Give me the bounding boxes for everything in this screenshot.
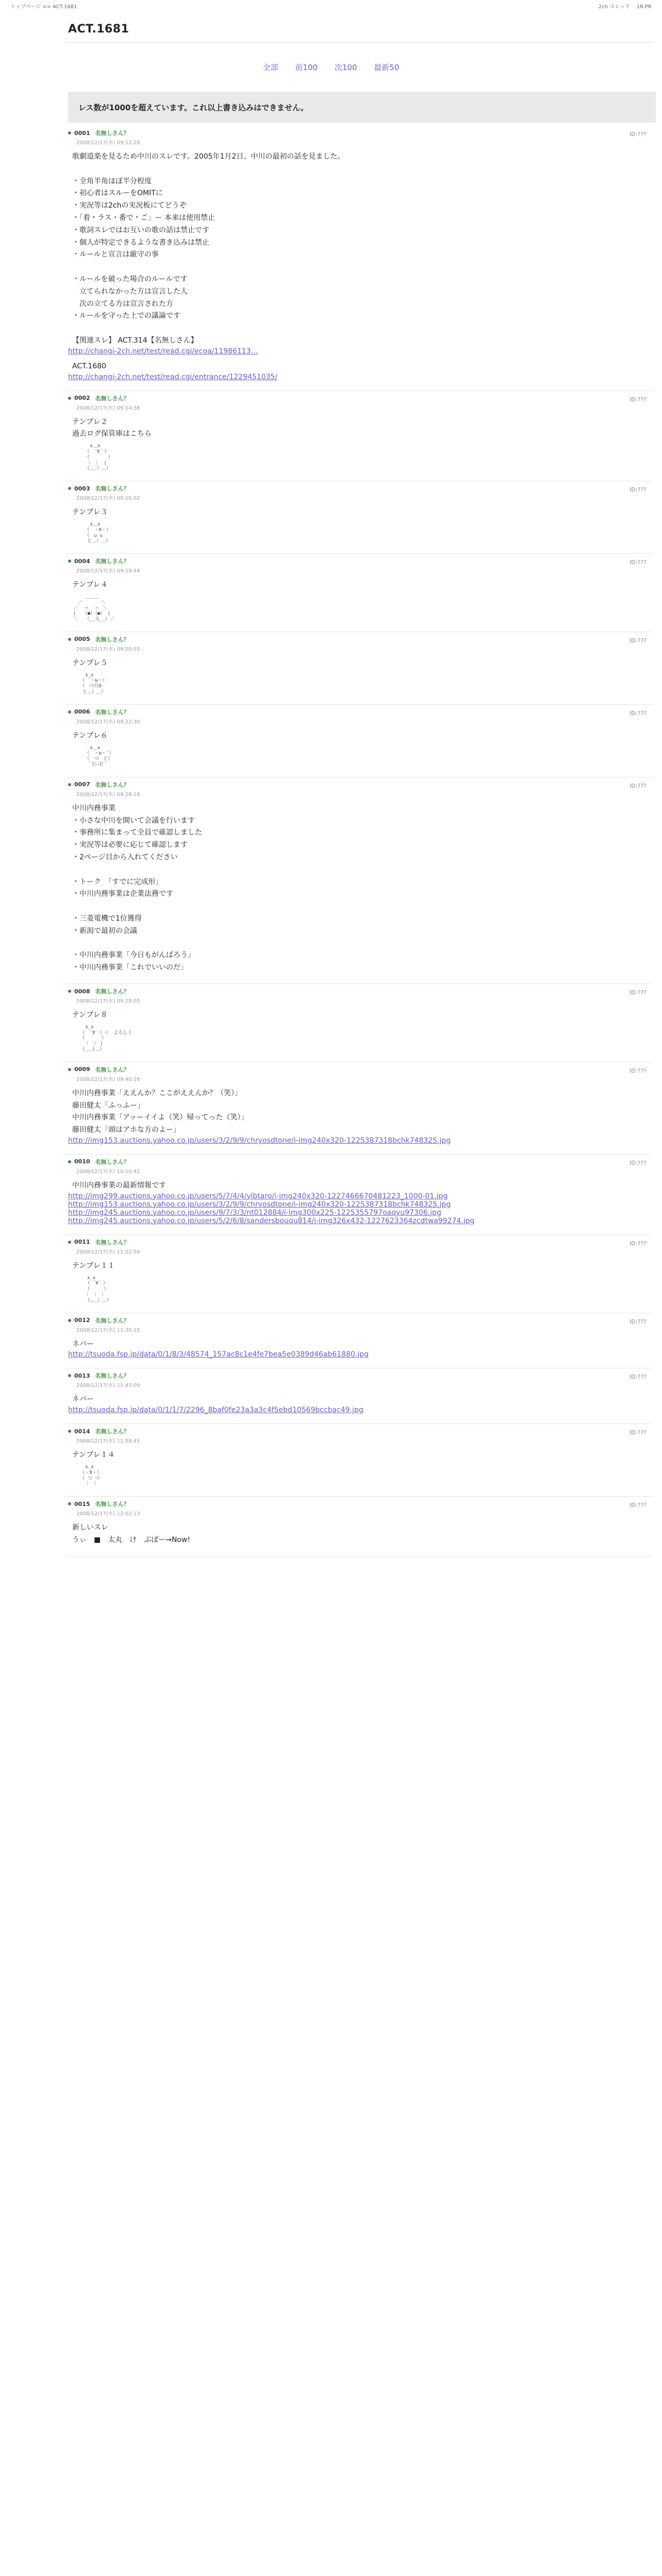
- post-body: テンプレ８: [72, 1011, 108, 1020]
- post-body: テンプレ５: [72, 658, 108, 667]
- post-link[interactable]: http://img153.auctions.yahoo.co.jp/users/3/2/9/9/chryosdtone/i-img240x320-1225387318bchk748325.jpg: [68, 1136, 451, 1145]
- post-date: 2008/12/17(水) 11:02:56: [76, 1249, 140, 1255]
- post: [65, 391, 653, 482]
- post-body: テンプレ２ 過去ログ保管庫はこちら: [72, 417, 152, 438]
- post: [65, 1062, 653, 1155]
- post-status-dot-icon: [68, 1430, 71, 1433]
- post-header: [68, 1316, 650, 1325]
- post-status-dot-icon: [68, 1502, 71, 1505]
- post-date: 2008/12/17(水) 11:30:15: [76, 1327, 140, 1333]
- post-author: 名無しさん？: [95, 395, 129, 402]
- post-number[interactable]: 0013: [74, 1372, 90, 1379]
- post-id: ID:???: [630, 486, 647, 494]
- breadcrumb-sep: >>: [42, 4, 52, 10]
- post-id: ID:???: [630, 1240, 647, 1247]
- post-number[interactable]: 0010: [74, 1158, 90, 1165]
- post-extra: ACT.1680: [72, 362, 107, 370]
- post: [65, 705, 653, 777]
- post-header: [68, 484, 650, 493]
- thread-closed-notice: レス数が1000を超えています。これ以上書き込みはできません。: [68, 92, 656, 123]
- post-header: [68, 987, 650, 995]
- post-id: ID:???: [630, 1502, 647, 1509]
- post-header: [68, 129, 650, 137]
- post-author: 名無しさん？: [95, 1317, 129, 1324]
- post-date: 2008/12/17(水) 11:43:09: [76, 1383, 140, 1389]
- post-number[interactable]: 0003: [74, 485, 90, 492]
- post-status-dot-icon: [68, 560, 71, 563]
- post-body: 中川内務事業「ええんか？ここがええんか？（笑）」 藤田健太「ふっふー」 中川内務事業「アッーイイよ（笑）帰ってった（笑）」 藤田健太「頭はアホな方のよー」: [72, 1089, 249, 1134]
- post-date: 2008/12/17(水) 09:16:02: [76, 496, 140, 502]
- post-date: 2008/12/17(水) 10:10:42: [76, 1168, 140, 1175]
- thread-title: ACT.1681: [68, 23, 129, 36]
- post-number[interactable]: 0007: [74, 781, 90, 788]
- post-number[interactable]: 0006: [74, 708, 90, 716]
- post-number[interactable]: 0012: [74, 1317, 90, 1324]
- post-id: ID:???: [630, 637, 647, 644]
- topbar-right: [599, 2, 652, 10]
- pager-all[interactable]: 全部: [262, 63, 278, 72]
- post-status-dot-icon: [68, 710, 71, 714]
- post-author: 名無しさん？: [95, 636, 129, 643]
- post: [65, 1235, 653, 1313]
- post-body: テンプレ３: [72, 508, 108, 517]
- post-list: [65, 126, 653, 1556]
- post-date: 2008/12/17(水) 09:26:18: [76, 791, 140, 798]
- pager: [0, 62, 662, 73]
- post-id: ID:???: [630, 1159, 647, 1166]
- title-divider: [65, 42, 653, 43]
- post-number[interactable]: 0015: [74, 1500, 90, 1507]
- post-body: 新しいスレ うぃ ■ 太丸 け ぶぽー→Now!: [72, 1523, 191, 1544]
- post-link[interactable]: http://img153.auctions.yahoo.co.jp/users/3/2/9/9/chryosdtone/i-img240x320-1225387318bchk748325.jpg: [68, 1200, 451, 1209]
- post-date: 2008/12/17(水) 09:40:16: [76, 1076, 140, 1082]
- post-number[interactable]: 0011: [74, 1239, 90, 1246]
- post-status-dot-icon: [68, 397, 71, 400]
- post-link[interactable]: http://img245.auctions.yahoo.co.jp/users/9/7/3/3/nt012884/i-img300x225-1225355797oaqyu97306.jpg: [68, 1208, 441, 1217]
- post-body: テンプレ４: [72, 581, 108, 589]
- post-id: ID:???: [630, 1374, 647, 1381]
- post-author: 名無しさん？: [95, 485, 129, 493]
- post-status-dot-icon: [68, 638, 71, 641]
- pager-next[interactable]: 次100: [334, 63, 357, 72]
- post-body: テンプレ６: [72, 731, 108, 740]
- breadcrumb-thread[interactable]: ACT.1681: [53, 4, 77, 10]
- post-body: ネバー: [72, 1340, 94, 1348]
- post: [65, 984, 653, 1062]
- post-author: 名無しさん？: [95, 988, 129, 995]
- post-author: 名無しさん？: [95, 1239, 129, 1246]
- post-status-dot-icon: [68, 1241, 71, 1244]
- post-status-dot-icon: [68, 990, 71, 993]
- post-number[interactable]: 0002: [74, 395, 90, 402]
- post-header: [68, 635, 650, 643]
- post-id: ID:???: [630, 989, 647, 996]
- post-status-dot-icon: [68, 131, 71, 134]
- post-body: 歌劇道楽を見るため中川のスレです。2005年1月2日、中川の最初の話を見ました。 ・全角半角ほぼ半分程度 ・初心者はスルーをOMITに ・実況等は2chの実況板にてどうぞ ・「着・ラス・番で・ご」ー 本来は使用禁止 ・歌詞スレではお互いの歌の話は禁止です ・個人が特定できるような書き込みは禁止 ・ルールと宣言は厳守の事 ・ルールを破った場合のルールです 立てられなかった方は宣言した人 次の立てる方は宣言された方 ・ルールを守った上での議論です 【関連スレ】 ACT.314【名無しさん】: [72, 152, 345, 345]
- post-id: ID:???: [630, 709, 647, 717]
- post-date: 2008/12/17(水) 12:02:13: [76, 1511, 140, 1517]
- post-header: [68, 1371, 650, 1380]
- post-body: テンプレ１４: [72, 1451, 115, 1460]
- post-author: 名無しさん？: [95, 1501, 129, 1508]
- post-id: ID:???: [630, 782, 647, 789]
- post-author: 名無しさん？: [95, 558, 129, 565]
- top-bar: [0, 0, 662, 11]
- post-link[interactable]: http://img245.auctions.yahoo.co.jp/users/5/2/6/8/sandersbouqu814/i-img326x432-1227623364zcdtwa99274.jpg: [68, 1216, 475, 1225]
- ascii-art: ∧＿∧ （ ・∀・） （ ∪ ∪ と＿）＿）: [87, 521, 111, 544]
- pager-latest[interactable]: 最新50: [374, 63, 400, 72]
- post-author: 名無しさん？: [95, 1158, 129, 1165]
- ascii-art: ∧_∧ （ ´∀｀）＜ よろしく （ ） ｜ ｜ | （_＿)＿）: [82, 1024, 133, 1052]
- post: [65, 481, 653, 554]
- post-link[interactable]: http://img299.auctions.yahoo.co.jp/users/5/7/4/4/ylbtaro/i-img240x320-1227466670481223_1000-01.jpg: [68, 1192, 448, 1200]
- post: [65, 554, 653, 632]
- post-link[interactable]: http://tsuoda.fsp.jp/data/0/1/1/7/2296_8baf0fe23a3a3c4f5ebd10569bccbac49.jpg: [68, 1406, 363, 1415]
- post: [65, 777, 653, 984]
- post-body: ネバー: [72, 1395, 94, 1404]
- post-date: 2008/12/17(水) 09:12:28: [76, 140, 140, 146]
- post-date: 2008/12/17(水) 09:28:05: [76, 998, 140, 1005]
- post-number[interactable]: 0004: [74, 557, 90, 565]
- post-date: 2008/12/17(水) 09:18:44: [76, 568, 140, 574]
- post-id: ID:???: [630, 1429, 647, 1436]
- post-id: ID:???: [630, 1067, 647, 1074]
- post-header: [68, 708, 650, 716]
- post-header: [68, 1158, 650, 1166]
- pager-prev[interactable]: 前100: [295, 63, 318, 72]
- post-header: [68, 1500, 650, 1508]
- post-author: 名無しさん？: [95, 1066, 129, 1073]
- post-header: [68, 1427, 650, 1435]
- post: [65, 1155, 653, 1235]
- post-author: 名無しさん？: [95, 130, 129, 137]
- post: [65, 1497, 653, 1556]
- post-number[interactable]: 0005: [74, 636, 90, 643]
- post: [65, 1424, 653, 1497]
- ascii-art: ∧_∧ （ ´∀｀） （ ） ｜ ｜ ｜ （＿_）＿）: [85, 1275, 111, 1303]
- post-number[interactable]: 0009: [74, 1066, 90, 1073]
- post-author: 名無しさん？: [95, 781, 129, 788]
- post-author: 名無しさん？: [95, 1372, 129, 1380]
- post-body: 中川内務事業 ・小さな中川を開いて会議を行います ・事務所に集まって全員で確認しました ・実況等は必要に応じて確認します ・2ページ目から入れてください ・トーク 「すでに完成形」 ・中川内務事業は企業法務です ・三菱電機で1位獲得 ・新潟で最初の会議 ・中川内務事業「今日もがんばろう」 ・中川内務事業「これでいいのだ」: [72, 804, 202, 972]
- post: [65, 1313, 653, 1369]
- post-header: [68, 1238, 650, 1246]
- post: [65, 126, 653, 391]
- post-id: ID:???: [630, 559, 647, 566]
- ascii-art: ＿＿＿ ／ ＼ ／ ─ ─ ＼ | （●）（●） | ＼ （__人__）／: [73, 594, 115, 622]
- post-status-dot-icon: [68, 783, 71, 786]
- breadcrumb-home[interactable]: トップページ: [10, 4, 41, 10]
- topbar-right-link-1[interactable]: 2ch スレッド: [598, 4, 631, 10]
- post-author: 名無しさん？: [95, 708, 129, 716]
- post-author: 名無しさん？: [95, 1428, 129, 1435]
- post: [65, 632, 653, 705]
- post-status-dot-icon: [68, 1374, 71, 1377]
- post-body: テンプレ１１: [72, 1261, 115, 1270]
- post-status-dot-icon: [68, 1160, 71, 1163]
- post-header: [68, 557, 650, 565]
- post-number[interactable]: 0001: [74, 129, 90, 137]
- post-header: [68, 1065, 650, 1074]
- post-link[interactable]: http://tsuoda.fsp.jp/data/0/1/8/3/48574_157ac8c1e4fe7bea5e0389d46ab61880.jpg: [68, 1350, 369, 1359]
- post-date: 2008/12/17(水) 09:20:55: [76, 646, 140, 652]
- post-header: [68, 781, 650, 789]
- post-status-dot-icon: [68, 1068, 71, 1071]
- post-date: 2008/12/17(水) 09:14:38: [76, 405, 140, 411]
- post-body: 中川内務事業の最新情報です: [72, 1181, 166, 1190]
- post-number[interactable]: 0008: [74, 988, 90, 995]
- post-status-dot-icon: [68, 1319, 71, 1322]
- breadcrumb: [10, 2, 77, 10]
- post-id: ID:???: [630, 131, 647, 138]
- post-extra-link[interactable]: http://changi-2ch.net/test/read.cgi/entrance/1229451035/: [68, 372, 278, 381]
- post-id: ID:???: [630, 1318, 647, 1325]
- ascii-art: ∧_∧ （ ´・ω・） （ つ旦O と＿）＿）: [82, 672, 107, 695]
- post-number[interactable]: 0014: [74, 1428, 90, 1435]
- ascii-art: ∧_∧ （・∀・） （ つ つ ｜ ｜: [82, 1464, 102, 1487]
- post-id: ID:???: [630, 396, 647, 403]
- ascii-art: ∧＿∧ （｀・ω・´） （ つ と） ｀Ｕ―Ｕ´: [87, 745, 114, 768]
- post: [65, 1368, 653, 1424]
- ascii-art: ∧＿∧ （ ´∀｀） （ ） ｜ ｜ | （＿_）＿）: [87, 444, 113, 471]
- post-date: 2008/12/17(水) 11:58:41: [76, 1438, 140, 1445]
- topbar-right-link-2[interactable]: 1R.PR: [636, 4, 652, 10]
- post-header: [68, 394, 650, 402]
- post-date: 2008/12/17(水) 09:22:30: [76, 719, 140, 725]
- post-status-dot-icon: [68, 487, 71, 490]
- post-link[interactable]: http://changi-2ch.net/test/read.cgi/ecoa/11986113...: [68, 347, 258, 355]
